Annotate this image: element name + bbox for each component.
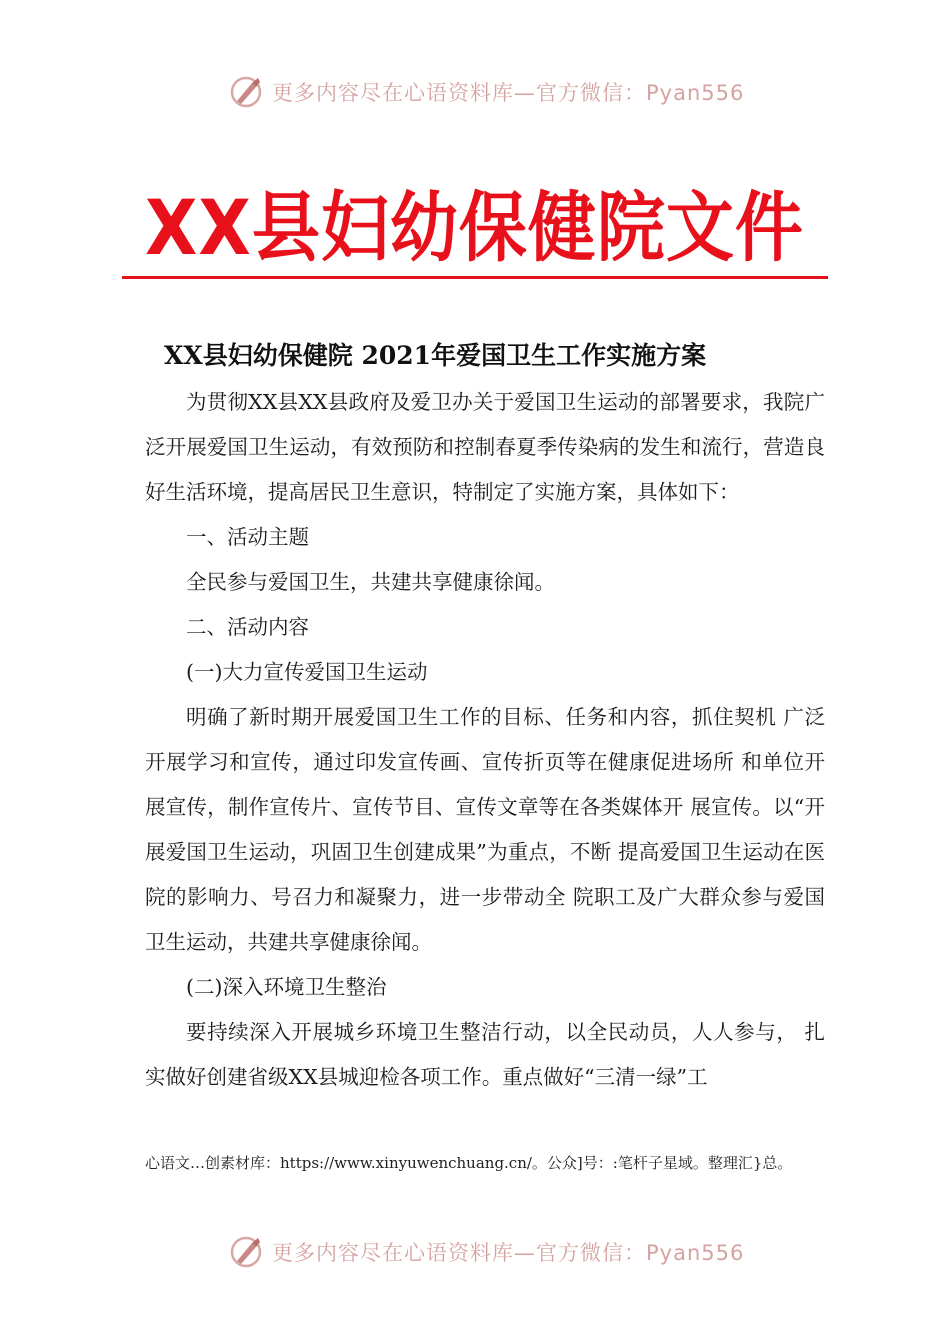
pen-nib-logo-icon <box>228 74 264 110</box>
paragraph-publicity: 明确了新时期开展爱国卫生工作的目标、任务和内容，抓住契机 广泛开展学习和宣传，通过印发宣传画、宣传折页等在健康促进场所 和单位开展宣传，制作宣传片、宣传节目、宣传文章等在各类媒体开 展宣传。以“开展爱国卫生运动，巩固卫生创建成果”为重点，不断 提高爱国卫生运动在医院的影响力、号召力和凝聚力，进一步带动全 院职工及广大群众参与爱国卫生运动，共建共享健康徐闻。 <box>145 705 825 954</box>
watermark-bottom <box>228 1230 744 1274</box>
footnote: 心语文…创素材库：https://www.xinyuwenchuang.cn/。公众]号：:笔杆子星域。整理汇}总。 <box>145 1154 793 1172</box>
document-title: XX县妇幼保健院 2021年爱国卫生工作实施方案 <box>164 341 707 370</box>
paragraph-theme: 全民参与爱国卫生，共建共享健康徐闻。 <box>186 570 555 594</box>
document-body <box>145 380 825 1100</box>
paragraph-intro: 为贯彻XX县XX县政府及爱卫办关于爱国卫生运动的部署要求，我院广泛开展爱国卫生运动，有效预防和控制春夏季传染病的发生和流行，营造良好生活环境，提高居民卫生意识，特制定了实施方案，具体如下： <box>145 390 825 504</box>
pen-nib-logo-icon <box>228 1234 264 1270</box>
section-heading-theme: 一、活动主题 <box>186 525 309 549</box>
document-header: XX县妇幼保健院文件 <box>145 184 804 274</box>
paragraph-environment: 要持续深入开展城乡环境卫生整洁行动，以全民动员，人人参与， 扎实做好创建省级XX县城迎检各项工作。重点做好“三清一绿”工 <box>145 1020 825 1089</box>
header-divider <box>122 276 828 279</box>
section-heading-content: 二、活动内容 <box>186 615 309 639</box>
subsection-heading-1: (一)大力宣传爱国卫生运动 <box>186 660 428 684</box>
subsection-heading-2: (二)深入环境卫生整治 <box>186 975 387 999</box>
watermark-text: 更多内容尽在心语资料库—官方微信：Pyan556 <box>272 1241 745 1265</box>
watermark-top <box>228 70 744 114</box>
watermark-text: 更多内容尽在心语资料库—官方微信：Pyan556 <box>272 81 745 105</box>
